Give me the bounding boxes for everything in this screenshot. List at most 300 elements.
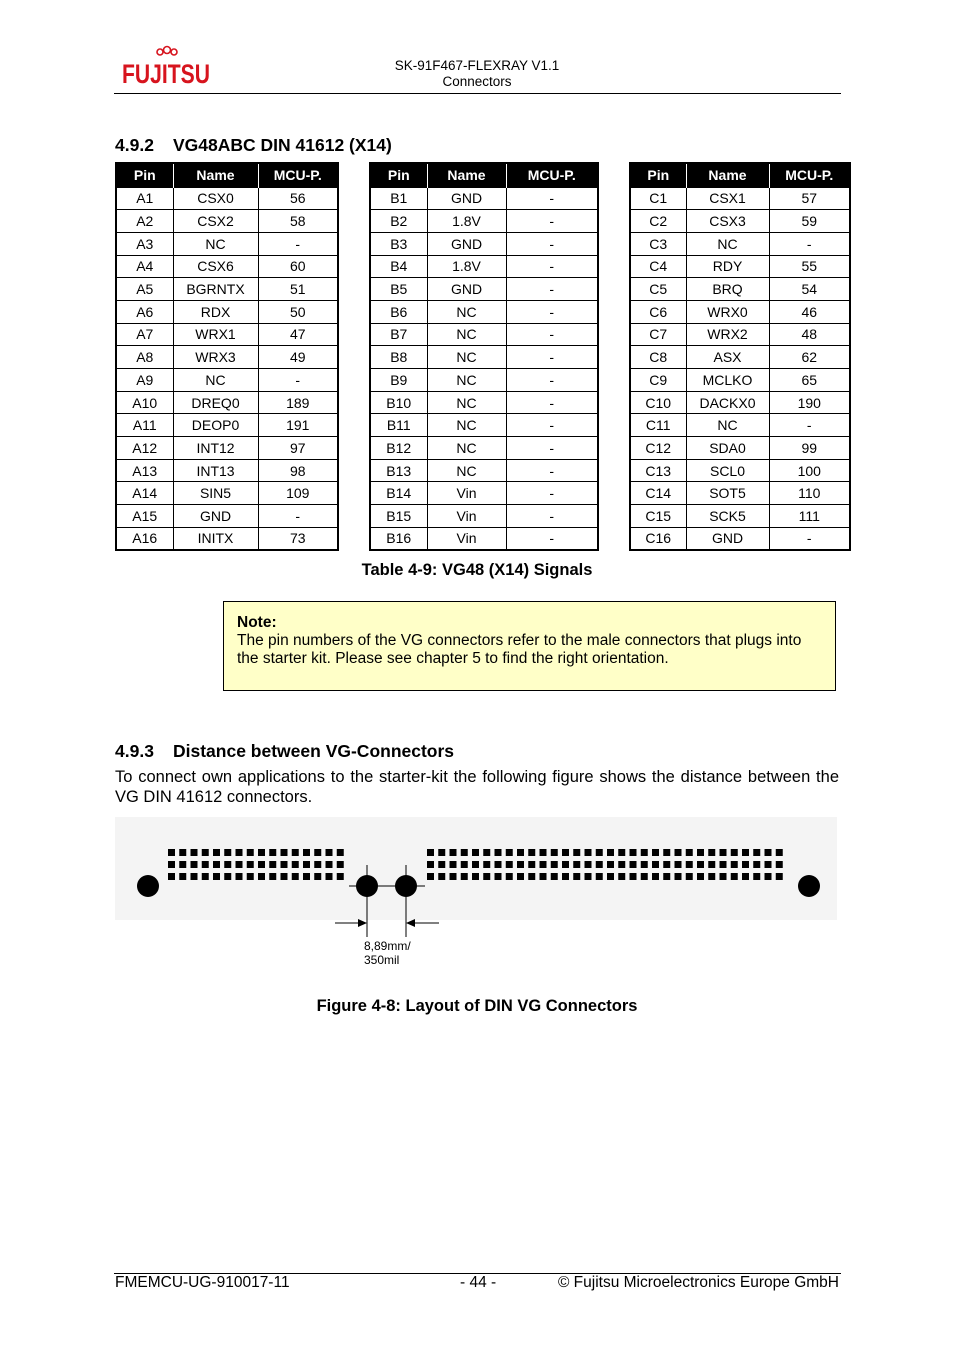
col-mcu: MCU-P. bbox=[769, 163, 850, 187]
table-row bbox=[630, 210, 850, 233]
connector-pin bbox=[753, 849, 760, 856]
connector-pin bbox=[179, 849, 186, 856]
mcu-cell: 54 bbox=[769, 278, 850, 301]
connector-pin bbox=[326, 873, 333, 880]
section-name: Connectors bbox=[442, 74, 512, 89]
pin-cell: B15 bbox=[370, 505, 427, 528]
table-row bbox=[116, 482, 338, 505]
connector-pin bbox=[236, 849, 243, 856]
connector-pin bbox=[686, 873, 693, 880]
name-cell: SCK5 bbox=[686, 505, 769, 528]
connector-pin bbox=[708, 873, 715, 880]
table-row bbox=[370, 255, 598, 278]
connector-pin bbox=[753, 861, 760, 868]
connector-pin bbox=[191, 873, 198, 880]
mcu-cell: 100 bbox=[769, 459, 850, 482]
pin-cell: C6 bbox=[630, 300, 686, 323]
connector-pin bbox=[179, 873, 186, 880]
connector-pin bbox=[641, 861, 648, 868]
pin-cell: A4 bbox=[116, 255, 173, 278]
connector-pin bbox=[607, 861, 614, 868]
connector-pin bbox=[292, 861, 299, 868]
connector-pin bbox=[630, 849, 637, 856]
mcu-cell: 111 bbox=[769, 505, 850, 528]
table-row bbox=[630, 255, 850, 278]
mcu-cell: - bbox=[506, 527, 598, 550]
pin-cell: B7 bbox=[370, 323, 427, 346]
connector-pin bbox=[281, 849, 288, 856]
connector-pin bbox=[438, 873, 445, 880]
pin-cell: C10 bbox=[630, 391, 686, 414]
connector-pin bbox=[551, 861, 558, 868]
name-cell: NC bbox=[427, 323, 506, 346]
note-text: The pin numbers of the VG connectors refer to the male connectors that plugs into the starter kit. Please see chapter 5 to find the right orientation. bbox=[237, 632, 802, 667]
connector-pin bbox=[506, 873, 513, 880]
section-number: 4.9.3 bbox=[115, 741, 154, 761]
table-row bbox=[116, 414, 338, 437]
name-cell: RDY bbox=[686, 255, 769, 278]
connector-pin bbox=[337, 849, 344, 856]
name-cell: CSX2 bbox=[173, 210, 258, 233]
mcu-cell: - bbox=[506, 187, 598, 210]
connector-pin bbox=[213, 849, 220, 856]
name-cell: NC bbox=[173, 232, 258, 255]
footer-copyright: © Fujitsu Microelectronics Europe GmbH bbox=[557, 1274, 839, 1291]
connector-pin bbox=[528, 861, 535, 868]
mcu-cell: 49 bbox=[258, 346, 338, 369]
name-cell: Vin bbox=[427, 527, 506, 550]
connector-pin bbox=[517, 873, 524, 880]
connector-pin bbox=[765, 873, 772, 880]
connector-pin bbox=[224, 861, 231, 868]
col-name: Name bbox=[686, 163, 769, 187]
connector-pin bbox=[540, 873, 547, 880]
connector-pin bbox=[765, 849, 772, 856]
connector-pin bbox=[247, 849, 254, 856]
connector-pin bbox=[776, 861, 783, 868]
table-row bbox=[116, 187, 338, 210]
connector-pin bbox=[472, 849, 479, 856]
connector-pin bbox=[247, 873, 254, 880]
name-cell: CSX6 bbox=[173, 255, 258, 278]
table-row bbox=[630, 414, 850, 437]
table-row bbox=[370, 527, 598, 550]
mcu-cell: - bbox=[258, 232, 338, 255]
connector-pin bbox=[528, 873, 535, 880]
connector-pin bbox=[731, 849, 738, 856]
pin-cell: C16 bbox=[630, 527, 686, 550]
name-cell: GND bbox=[427, 232, 506, 255]
name-cell: GND bbox=[427, 187, 506, 210]
note-title: Note: bbox=[237, 614, 277, 631]
table-row bbox=[630, 505, 850, 528]
connector-pin bbox=[461, 849, 468, 856]
figure-caption: Figure 4-8: Layout of DIN VG Connectors bbox=[316, 997, 638, 1015]
name-cell: SIN5 bbox=[173, 482, 258, 505]
pin-cell: A16 bbox=[116, 527, 173, 550]
name-cell: DACKX0 bbox=[686, 391, 769, 414]
name-cell: INT12 bbox=[173, 437, 258, 460]
name-cell: NC bbox=[686, 414, 769, 437]
connector-pin bbox=[168, 861, 175, 868]
pin-cell: C2 bbox=[630, 210, 686, 233]
footer-doc-id: FMEMCU-UG-910017-11 bbox=[115, 1274, 290, 1291]
table-row bbox=[116, 459, 338, 482]
pin-cell: B5 bbox=[370, 278, 427, 301]
table-row bbox=[116, 527, 338, 550]
pin-cell: C9 bbox=[630, 369, 686, 392]
connector-pin bbox=[472, 861, 479, 868]
pin-cell: B6 bbox=[370, 300, 427, 323]
connector-pin bbox=[573, 849, 580, 856]
connector-pin bbox=[303, 861, 310, 868]
pin-cell: A6 bbox=[116, 300, 173, 323]
connector-pin bbox=[675, 849, 682, 856]
connector-pin bbox=[258, 849, 265, 856]
table-row bbox=[370, 437, 598, 460]
dimension-label-mm: 8,89mm/ bbox=[364, 939, 411, 953]
table-row bbox=[630, 437, 850, 460]
connector-layout-figure bbox=[115, 815, 837, 975]
connector-pin bbox=[663, 861, 670, 868]
doc-title: SK-91F467-FLEXRAY V1.1 bbox=[394, 58, 560, 73]
arrowhead-left bbox=[358, 919, 367, 927]
connector-pin bbox=[720, 873, 727, 880]
pin-cell: A9 bbox=[116, 369, 173, 392]
pin-cell: C12 bbox=[630, 437, 686, 460]
name-cell: GND bbox=[173, 505, 258, 528]
mcu-cell: 58 bbox=[258, 210, 338, 233]
connector-pin bbox=[765, 861, 772, 868]
connector-pin bbox=[427, 873, 434, 880]
connector-pin bbox=[191, 849, 198, 856]
connector-pin bbox=[731, 861, 738, 868]
name-cell: NC bbox=[427, 391, 506, 414]
connector-pin bbox=[269, 873, 276, 880]
connector-pin bbox=[168, 873, 175, 880]
mcu-cell: - bbox=[506, 482, 598, 505]
pin-table-c bbox=[629, 162, 851, 551]
connector-pin bbox=[281, 861, 288, 868]
col-pin: Pin bbox=[116, 163, 173, 187]
connector-pin bbox=[708, 849, 715, 856]
mcu-cell: 59 bbox=[769, 210, 850, 233]
mcu-cell: - bbox=[506, 437, 598, 460]
connector-pin bbox=[562, 873, 569, 880]
mcu-cell: 57 bbox=[769, 187, 850, 210]
note-box bbox=[223, 601, 836, 691]
connector-pin bbox=[708, 861, 715, 868]
col-mcu: MCU-P. bbox=[506, 163, 598, 187]
connector-pin bbox=[483, 849, 490, 856]
mcu-cell: 55 bbox=[769, 255, 850, 278]
left-mounting-hole bbox=[137, 875, 159, 897]
table-row bbox=[630, 323, 850, 346]
connector-pin bbox=[258, 861, 265, 868]
connector-pin bbox=[607, 849, 614, 856]
connector-pin bbox=[236, 873, 243, 880]
mcu-cell: 50 bbox=[258, 300, 338, 323]
mcu-cell: - bbox=[258, 505, 338, 528]
table-row bbox=[370, 187, 598, 210]
name-cell: NC bbox=[427, 369, 506, 392]
table-row bbox=[630, 232, 850, 255]
table-row bbox=[370, 232, 598, 255]
name-cell: GND bbox=[686, 527, 769, 550]
name-cell: CSX1 bbox=[686, 187, 769, 210]
mcu-cell: - bbox=[506, 369, 598, 392]
name-cell: NC bbox=[427, 346, 506, 369]
connector-pin bbox=[213, 861, 220, 868]
name-cell: MCLKO bbox=[686, 369, 769, 392]
connector-pin bbox=[618, 849, 625, 856]
name-cell: WRX2 bbox=[686, 323, 769, 346]
body-paragraph: To connect own applications to the starter-kit the following figure shows the distance between the VG DIN 41612 connectors. bbox=[115, 768, 839, 806]
mcu-cell: 99 bbox=[769, 437, 850, 460]
mcu-cell: - bbox=[506, 278, 598, 301]
mcu-cell: - bbox=[506, 210, 598, 233]
connector-pin bbox=[641, 849, 648, 856]
name-cell: Vin bbox=[427, 482, 506, 505]
right-mounting-hole bbox=[798, 875, 820, 897]
table-row bbox=[630, 278, 850, 301]
mcu-cell: - bbox=[506, 505, 598, 528]
table-row bbox=[116, 210, 338, 233]
connector-pin bbox=[224, 873, 231, 880]
connector-pin bbox=[675, 861, 682, 868]
connector-pin bbox=[540, 861, 547, 868]
table-row bbox=[116, 346, 338, 369]
fujitsu-logo bbox=[120, 45, 212, 91]
connector-pin bbox=[540, 849, 547, 856]
pin-cell: A14 bbox=[116, 482, 173, 505]
name-cell: NC bbox=[427, 414, 506, 437]
section-heading-493 bbox=[115, 741, 454, 762]
connector-pin bbox=[303, 849, 310, 856]
mcu-cell: - bbox=[506, 346, 598, 369]
connector-pin bbox=[314, 873, 321, 880]
mcu-cell: 65 bbox=[769, 369, 850, 392]
connector-pin bbox=[573, 861, 580, 868]
connector-pin bbox=[630, 873, 637, 880]
pin-cell: A11 bbox=[116, 414, 173, 437]
mcu-cell: - bbox=[506, 255, 598, 278]
table-row bbox=[116, 505, 338, 528]
connector-pin bbox=[607, 873, 614, 880]
connector-pin bbox=[314, 861, 321, 868]
connector-pin bbox=[179, 861, 186, 868]
table-row bbox=[116, 323, 338, 346]
connector-pin bbox=[191, 861, 198, 868]
mcu-cell: 191 bbox=[258, 414, 338, 437]
name-cell: SDA0 bbox=[686, 437, 769, 460]
table-row bbox=[116, 369, 338, 392]
connector-pin bbox=[450, 849, 457, 856]
name-cell: NC bbox=[427, 459, 506, 482]
connector-pin bbox=[697, 873, 704, 880]
connector-pin bbox=[742, 849, 749, 856]
table-row bbox=[116, 232, 338, 255]
section-title: Distance between VG-Connectors bbox=[173, 741, 455, 761]
connector-pin bbox=[596, 849, 603, 856]
figure-background bbox=[115, 817, 837, 920]
connector-pin bbox=[438, 861, 445, 868]
connector-pin bbox=[483, 873, 490, 880]
table-row bbox=[116, 255, 338, 278]
connector-pin bbox=[461, 861, 468, 868]
pin-cell: A13 bbox=[116, 459, 173, 482]
table-row bbox=[370, 300, 598, 323]
pin-cell: B12 bbox=[370, 437, 427, 460]
connector-pin bbox=[303, 873, 310, 880]
connector-pin bbox=[551, 873, 558, 880]
pin-cell: A8 bbox=[116, 346, 173, 369]
connector-pin bbox=[450, 873, 457, 880]
name-cell: SOT5 bbox=[686, 482, 769, 505]
table-row bbox=[370, 459, 598, 482]
table-row bbox=[116, 391, 338, 414]
connector-pin bbox=[517, 861, 524, 868]
footer-page-number: - 44 - bbox=[460, 1274, 497, 1291]
table-row bbox=[116, 278, 338, 301]
arrowhead-right bbox=[406, 919, 415, 927]
connector-pin bbox=[596, 861, 603, 868]
mcu-cell: 62 bbox=[769, 346, 850, 369]
pin-cell: B2 bbox=[370, 210, 427, 233]
connector-pin bbox=[585, 861, 592, 868]
connector-pin bbox=[562, 861, 569, 868]
mcu-cell: - bbox=[769, 232, 850, 255]
name-cell: ASX bbox=[686, 346, 769, 369]
col-name: Name bbox=[173, 163, 258, 187]
connector-pin bbox=[630, 861, 637, 868]
connector-pin bbox=[562, 849, 569, 856]
mcu-cell: 97 bbox=[258, 437, 338, 460]
connector-pin bbox=[776, 849, 783, 856]
pin-cell: A12 bbox=[116, 437, 173, 460]
table-row bbox=[370, 482, 598, 505]
pin-cell: B16 bbox=[370, 527, 427, 550]
name-cell: 1.8V bbox=[427, 255, 506, 278]
name-cell: GND bbox=[427, 278, 506, 301]
name-cell: INT13 bbox=[173, 459, 258, 482]
table-row bbox=[630, 391, 850, 414]
connector-pin bbox=[753, 873, 760, 880]
mcu-cell: 109 bbox=[258, 482, 338, 505]
pin-cell: B13 bbox=[370, 459, 427, 482]
name-cell: RDX bbox=[173, 300, 258, 323]
section-title: VG48ABC DIN 41612 (X14) bbox=[173, 135, 392, 155]
mcu-cell: 56 bbox=[258, 187, 338, 210]
section-heading-492 bbox=[115, 135, 392, 156]
mcu-cell: 98 bbox=[258, 459, 338, 482]
connector-pin bbox=[585, 873, 592, 880]
table-row bbox=[116, 437, 338, 460]
connector-pin bbox=[506, 861, 513, 868]
connector-pin bbox=[652, 873, 659, 880]
name-cell: NC bbox=[686, 232, 769, 255]
name-cell: NC bbox=[427, 437, 506, 460]
table-row bbox=[116, 300, 338, 323]
mcu-cell: - bbox=[506, 300, 598, 323]
pin-cell: B3 bbox=[370, 232, 427, 255]
name-cell: BGRNTX bbox=[173, 278, 258, 301]
mcu-cell: 48 bbox=[769, 323, 850, 346]
table-row bbox=[370, 391, 598, 414]
name-cell: 1.8V bbox=[427, 210, 506, 233]
connector-pin bbox=[573, 873, 580, 880]
connector-pin bbox=[720, 861, 727, 868]
table-row bbox=[630, 482, 850, 505]
connector-pin bbox=[686, 849, 693, 856]
mcu-cell: - bbox=[769, 527, 850, 550]
table-row bbox=[370, 210, 598, 233]
pin-cell: B11 bbox=[370, 414, 427, 437]
name-cell: SCL0 bbox=[686, 459, 769, 482]
mcu-cell: 190 bbox=[769, 391, 850, 414]
mcu-cell: 73 bbox=[258, 527, 338, 550]
connector-pin bbox=[202, 861, 209, 868]
connector-pin bbox=[168, 849, 175, 856]
pin-cell: B1 bbox=[370, 187, 427, 210]
connector-pin bbox=[269, 861, 276, 868]
connector-pin bbox=[326, 861, 333, 868]
mcu-cell: 189 bbox=[258, 391, 338, 414]
connector-pin bbox=[731, 873, 738, 880]
name-cell: WRX1 bbox=[173, 323, 258, 346]
pin-cell: B9 bbox=[370, 369, 427, 392]
name-cell: INITX bbox=[173, 527, 258, 550]
connector-pin bbox=[236, 861, 243, 868]
pin-cell: C11 bbox=[630, 414, 686, 437]
pin-table-a bbox=[115, 162, 339, 551]
name-cell: Vin bbox=[427, 505, 506, 528]
section-number: 4.9.2 bbox=[115, 135, 154, 155]
connector-pin bbox=[618, 861, 625, 868]
name-cell: NC bbox=[173, 369, 258, 392]
pin-cell: A7 bbox=[116, 323, 173, 346]
col-name: Name bbox=[427, 163, 506, 187]
pin-cell: B4 bbox=[370, 255, 427, 278]
col-mcu: MCU-P. bbox=[258, 163, 338, 187]
pin-cell: A5 bbox=[116, 278, 173, 301]
table-row bbox=[370, 323, 598, 346]
connector-pin bbox=[776, 873, 783, 880]
connector-pin bbox=[258, 873, 265, 880]
name-cell: WRX0 bbox=[686, 300, 769, 323]
connector-pin bbox=[269, 849, 276, 856]
mcu-cell: 47 bbox=[258, 323, 338, 346]
mcu-cell: 46 bbox=[769, 300, 850, 323]
table-row bbox=[630, 527, 850, 550]
table-row bbox=[630, 459, 850, 482]
name-cell: BRQ bbox=[686, 278, 769, 301]
connector-pin bbox=[427, 849, 434, 856]
mcu-cell: - bbox=[506, 391, 598, 414]
connector-pin bbox=[652, 861, 659, 868]
name-cell: NC bbox=[427, 300, 506, 323]
connector-pin bbox=[506, 849, 513, 856]
connector-pin bbox=[314, 849, 321, 856]
col-pin: Pin bbox=[630, 163, 686, 187]
table-row bbox=[370, 278, 598, 301]
connector-pin bbox=[213, 873, 220, 880]
pin-cell: C4 bbox=[630, 255, 686, 278]
table-row bbox=[370, 414, 598, 437]
table-row bbox=[370, 346, 598, 369]
connector-pin bbox=[337, 873, 344, 880]
connector-pin bbox=[427, 861, 434, 868]
